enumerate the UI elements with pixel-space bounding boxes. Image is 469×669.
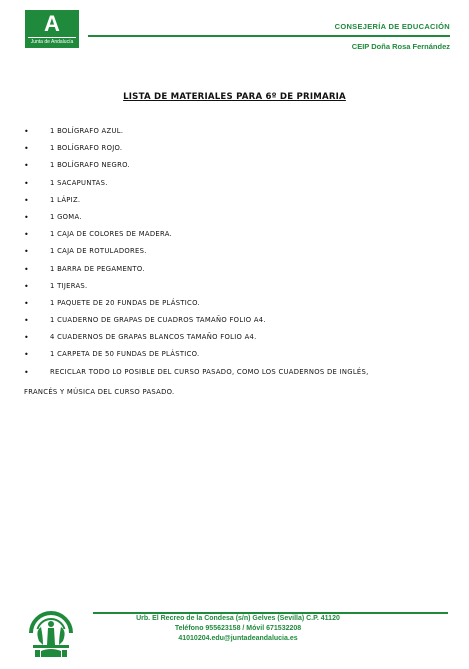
- list-item: [0, 196, 469, 213]
- list-item: [0, 230, 469, 247]
- list-item: [0, 299, 469, 316]
- list-item: [0, 179, 469, 196]
- item-text: 1 PAQUETE DE 20 FUNDAS DE PLÁSTICO.: [50, 298, 200, 307]
- item-text: 1 CAJA DE COLORES DE MADERA.: [50, 230, 173, 239]
- item-text: 1 GOMA.: [50, 212, 82, 221]
- bullet-icon: •: [24, 212, 30, 222]
- bullet-icon: •: [24, 367, 30, 377]
- item-text: 1 LÁPIZ.: [50, 195, 81, 204]
- item-text: 1 BOLÍGRAFO AZUL.: [50, 127, 124, 135]
- item-text: 1 BARRA DE PEGAMENTO.: [50, 264, 145, 273]
- document-title: LISTA DE MATERIALES PARA 6º DE PRIMARIA: [123, 92, 346, 102]
- footer-phones: Teléfono 955623158 / Móvil 671532208: [174, 625, 302, 632]
- item-text: 1 CUADERNO DE GRAPAS DE CUADROS TAMAÑO FOLIO A4.: [50, 316, 266, 325]
- bullet-icon: •: [24, 333, 30, 343]
- list-item: [0, 333, 469, 350]
- logo-label: Junta de Andalucía: [28, 37, 76, 46]
- bullet-icon: •: [24, 178, 30, 188]
- item-text: 1 CAJA DE ROTULADORES.: [50, 247, 147, 256]
- bullet-icon: •: [24, 144, 30, 154]
- bullet-icon: •: [24, 316, 30, 326]
- bullet-icon: •: [24, 298, 30, 308]
- bullet-icon: •: [24, 264, 30, 274]
- list-item: [0, 265, 469, 282]
- bullet-icon: •: [24, 230, 30, 240]
- department-name: CONSEJERÍA DE EDUCACIÓN: [334, 22, 450, 31]
- item-text: RECICLAR TODO LO POSIBLE DEL CURSO PASADO, COMO LOS CUADERNOS DE INGLÉS,: [50, 367, 369, 376]
- junta-logo: [25, 10, 79, 48]
- footer-email: 41010204.edu@juntadeandalucia.es: [178, 635, 298, 642]
- school-name: CEIP Doña Rosa Fernández: [351, 42, 450, 51]
- bullet-icon: •: [24, 195, 30, 205]
- header-info: [335, 22, 450, 52]
- andalucia-emblem-icon: [25, 593, 77, 659]
- bullet-icon: •: [24, 247, 30, 257]
- item-text: 4 CUADERNOS DE GRAPAS BLANCOS TAMAÑO FOLIO A4.: [50, 333, 257, 342]
- footer-address: Urb. El Recreo de la Condesa (s/n) Gelves (Sevilla) C.P. 41120: [136, 615, 340, 622]
- andalucia-a-icon: A: [44, 11, 60, 36]
- item-text: 1 BOLÍGRAFO ROJO.: [50, 144, 123, 153]
- item-text: 1 SACAPUNTAS.: [50, 178, 108, 187]
- materials-list: [0, 127, 469, 385]
- item-text: 1 TIJERAS.: [50, 281, 88, 290]
- item-text: 1 BOLÍGRAFO NEGRO.: [50, 161, 130, 170]
- list-item: [0, 316, 469, 333]
- bullet-icon: •: [24, 281, 30, 291]
- list-item: [0, 161, 469, 178]
- bullet-icon: •: [24, 161, 30, 171]
- list-item: [0, 368, 469, 385]
- list-item: [0, 213, 469, 230]
- list-item: [0, 350, 469, 367]
- list-item: [0, 247, 469, 264]
- footer-contact: [88, 614, 388, 644]
- item-text: 1 CARPETA DE 50 FUNDAS DE PLÁSTICO.: [50, 350, 200, 359]
- list-item-continuation: FRANCÉS Y MÚSICA DEL CURSO PASADO.: [24, 388, 175, 396]
- list-item: [0, 127, 469, 144]
- list-item: [0, 144, 469, 161]
- bullet-icon: •: [24, 127, 30, 136]
- bullet-icon: •: [24, 350, 30, 360]
- list-item: [0, 282, 469, 299]
